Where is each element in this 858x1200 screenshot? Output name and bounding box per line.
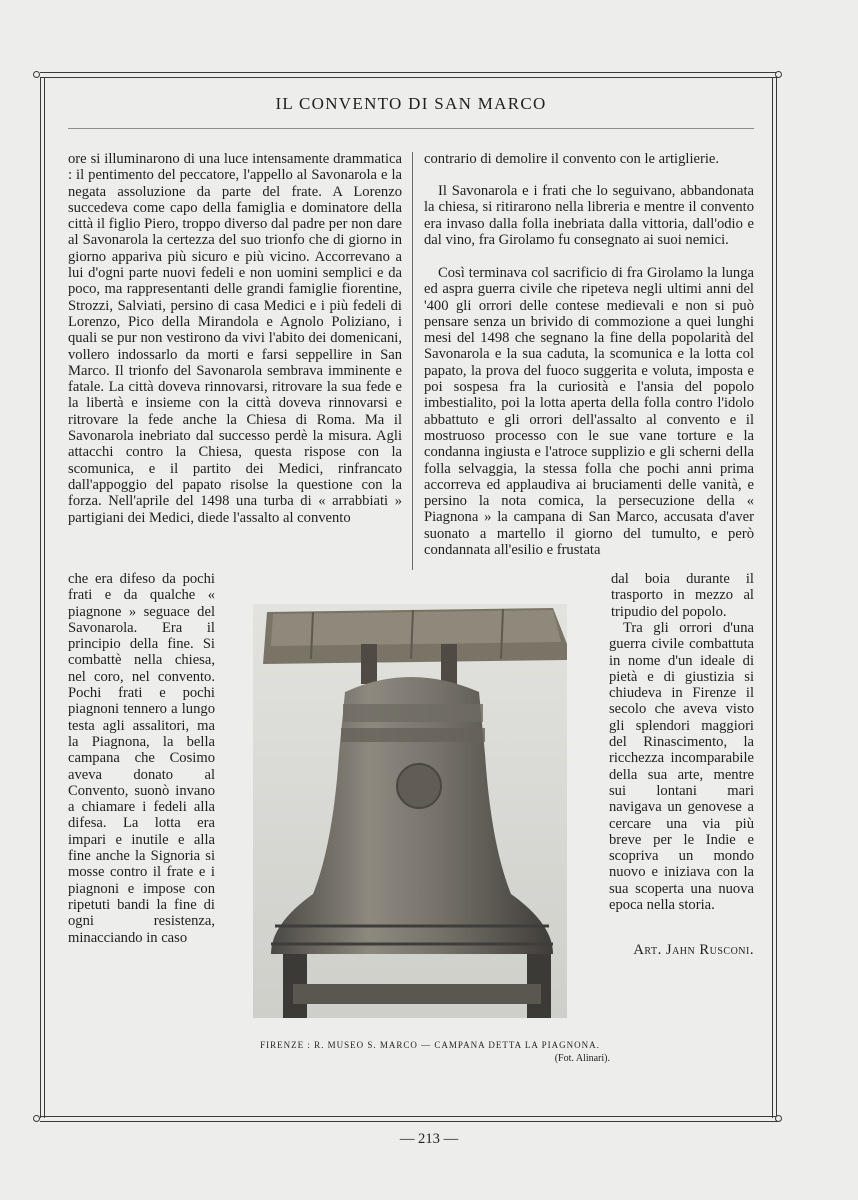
frame-corner-ornament bbox=[775, 71, 782, 78]
figure-caption: FIRENZE : R. MUSEO S. MARCO — CAMPANA DETTA LA PIAGNONA. bbox=[260, 1040, 600, 1050]
header-rule bbox=[68, 128, 754, 129]
left-frame-rule bbox=[40, 78, 45, 1118]
bell-photograph bbox=[253, 604, 567, 1018]
top-frame-rule bbox=[40, 72, 778, 78]
body-paragraph-wrapped: Tra gli orrori d'una guerra civile combattuta in nome d'un ideale di pietà e di giustizia si chiudeva in Firenze il secolo che aveva visto gli splendori maggiori del Rinascimento, la ricchezza incomparabile della sua arte, mentre sui lontani mari navigava un genovese a cercare una via più breve per le Indie e scopriva un mondo nuovo e iniziava con la sua scoperta una nuova epoca nella storia. bbox=[609, 620, 754, 914]
body-paragraph: ore si illuminarono di una luce intensamente drammatica : il pentimento del peccatore, l'appello al Savonarola e la negata assoluzione da parte del frate. A Lorenzo succedeva come capo della famiglia e dominatore della città il figlio Piero, troppo diverso dal padre per non dare al Savonarola la certezza del suo trionfo che di giorno in giorno appariva più sicuro e più vicino. Accorrevano a lui d'ogni parte nuovi fedeli e non uomini semplici e da poco, ma rappresentanti delle grandi famiglie fiorentine, Strozzi, Salviati, persino di casa Medici e i più fedeli di Lorenzo, Pico della Mirandola e Agnolo Poliziano, i quali se pur non vestirono da vivi l'abito dei domenicani, vollero indossarlo da morti e farsi seppellire in San Marco. Il trionfo del Savonarola sembrava imminente e fatale. La città doveva rinnovarsi, ritrovare la sua fede e la libertà e insieme con la città doveva rinnovarsi e ritrovare la fede anche la Chiesa di Roma. Ma il Savonarola inebriato dal successo perdè la misura. Agli attacchi contro la Chiesa, questa rispose con la scomunica, e il partito dei Medici, rinfrancato dall'appoggio del papato risolse la questione con la forza. Nell'aprile del 1498 una turba di « arrabbiati » partigiani dei Medici, diede l'assalto al convento bbox=[68, 151, 402, 526]
body-paragraph-wrapped: che era difeso da pochi frati e da qualche « piagnone » seguace del Savonarola. Era il principio della fine. Si combattè nella chiesa, nel coro, nel convento. Pochi frati e pochi piagnoni tennero a lungo testa agli assalitori, ma la Piagnona, la bella campana che Cosimo aveva donato al Convento, suonò invano a chiamare i fedeli alla difesa. La lotta era impari e inutile e alla fine anche la Signoria si mosse contro il frate e i piagnoni e impose con ripetuti bandi la fine di ogni resistenza, minacciando in caso bbox=[68, 571, 215, 946]
running-head: IL CONVENTO DI SAN MARCO bbox=[275, 94, 547, 113]
photo-credit: (Fot. Alinari). bbox=[554, 1053, 610, 1064]
frame-corner-ornament bbox=[33, 71, 40, 78]
bottom-frame-rule bbox=[40, 1116, 778, 1122]
body-paragraph: contrario di demolire il convento con le artiglierie. bbox=[424, 151, 720, 167]
column-divider bbox=[412, 152, 413, 570]
frame-corner-ornament bbox=[775, 1115, 782, 1122]
right-frame-rule bbox=[772, 78, 777, 1118]
body-paragraph-wrapped: dal boia durante il trasporto in mezzo al tripudio del popolo. bbox=[611, 571, 754, 620]
frame-corner-ornament bbox=[33, 1115, 40, 1122]
body-paragraph: Così terminava col sacrificio di fra Girolamo la lunga ed aspra guerra civile che ripeteva negli ultimi anni del '400 gli orrori delle contese medievali e non si può pensare senza un brivido di commozione a quei lunghi mesi del 1498 che segnano la fine della popolarità del Savonarola e la sua caduta, la scomunica e la lotta col papato, la prova del fuoco suggerita e voluta, imposta e poi sospesa fra la curiosità e l'ansia del popolo imbestialito, poi la lotta aperta della folla contro l'idolo abbattuto e gli orrori dell'assalto al convento e il mostruoso processo con le sue vane torture e la condanna ingiusta e l'atroce supplizio e gli scherni della folla selvaggia, la stessa folla che pochi anni prima accorreva ed applaudiva ai bruciamenti delle vanità, e persino la nota comica, la persecuzione della « Piagnona » la campana di San Marco, accusata d'aver suonato a martello il giorno del tumulto, e però condannata all'esilio e frustata bbox=[424, 265, 754, 559]
page-number: — 213 — bbox=[399, 1131, 459, 1147]
body-paragraph: Il Savonarola e i frati che lo seguivano, abbandonata la chiesa, si ritirarono nella libreria e mentre il convento era invaso dalla folla inebriata dalla vittoria, dall'odio e dal vino, fra Girolamo fu consegnato ai suoi nemici. bbox=[424, 183, 754, 248]
author-signature: Art. Jahn Rusconi. bbox=[633, 942, 754, 958]
